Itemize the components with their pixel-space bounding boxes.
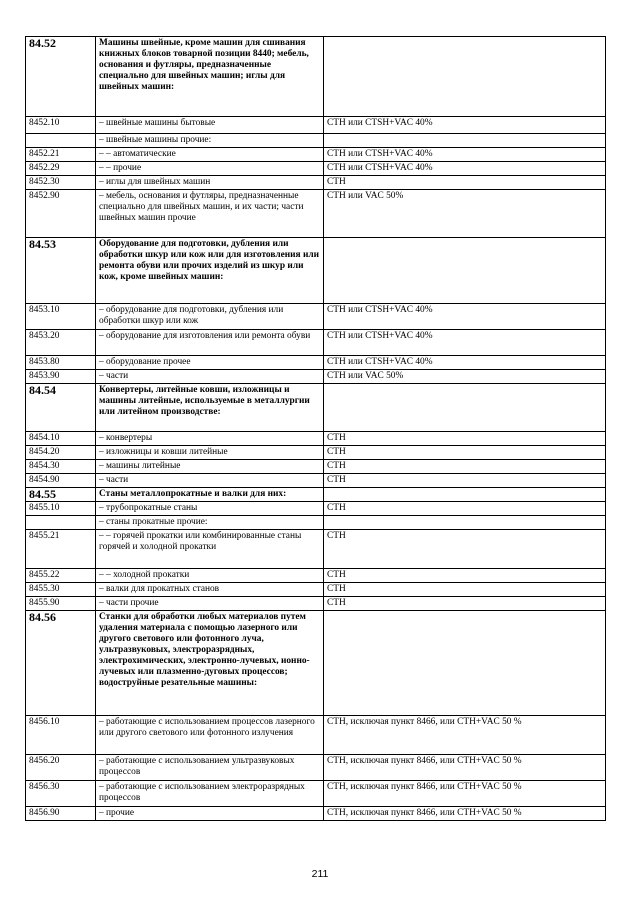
table-row <box>26 807 606 821</box>
description-cell: – станы прокатные прочие: <box>96 516 324 530</box>
code-cell: 8453.90 <box>26 370 96 384</box>
origin-rule-cell: СТН или CTSH+VAC 40% <box>324 117 606 134</box>
code-cell: 84.55 <box>26 488 96 502</box>
table-row <box>26 446 606 460</box>
origin-rule-cell: СТН <box>324 530 606 569</box>
description-cell: – иглы для швейных машин <box>96 176 324 190</box>
origin-rule-cell: СТН <box>324 502 606 516</box>
description-cell: – – холодной прокатки <box>96 569 324 583</box>
code-cell: 8454.10 <box>26 432 96 446</box>
description-cell: – – прочие <box>96 162 324 176</box>
description-cell: – трубопрокатные станы <box>96 502 324 516</box>
description-cell: – работающие с использованием процессов лазерного или другого светового или фотонного излучения <box>96 716 324 755</box>
origin-rule-cell: СТН, исключая пункт 8466, или СТН+VAC 50 % <box>324 716 606 755</box>
code-cell: 8455.21 <box>26 530 96 569</box>
description-cell: – швейные машины прочие: <box>96 134 324 148</box>
code-cell: 8452.10 <box>26 117 96 134</box>
code-cell: 8455.90 <box>26 597 96 611</box>
code-cell: 8452.90 <box>26 190 96 238</box>
table-row <box>26 176 606 190</box>
code-cell: 84.52 <box>26 37 96 117</box>
description-cell: Машины швейные, кроме машин для сшивания книжных блоков товарной позиции 8440; мебель, основания и футляры, предназначенные специально для швейных машин; иглы для швейных машин: <box>96 37 324 117</box>
table-row <box>26 356 606 370</box>
description-cell: Станы металлопрокатные и валки для них: <box>96 488 324 502</box>
rules-of-origin-table <box>25 36 606 821</box>
page-number: 211 <box>311 868 329 880</box>
origin-rule-cell: СТН или CTSH+VAC 40% <box>324 330 606 356</box>
origin-rule-cell: СТН, исключая пункт 8466, или СТН+VAC 50 % <box>324 807 606 821</box>
heading-row <box>26 238 606 304</box>
description-cell: Оборудование для подготовки, дубления или обработки шкур или кож или для изготовления или ремонта обуви или прочих изделий из шкур или кож, кроме швейных машин: <box>96 238 324 304</box>
table-row <box>26 474 606 488</box>
description-cell: – части прочие <box>96 597 324 611</box>
table-row <box>26 530 606 569</box>
heading-row <box>26 384 606 432</box>
origin-rule-cell: СТН <box>324 569 606 583</box>
description-cell: Конвертеры, литейные ковши, изложницы и машины литейные, используемые в металлургии или литейном производстве: <box>96 384 324 432</box>
origin-rule-cell: СТН <box>324 583 606 597</box>
description-cell: – конвертеры <box>96 432 324 446</box>
origin-rule-cell: СТН <box>324 597 606 611</box>
code-cell <box>26 516 96 530</box>
code-cell <box>26 134 96 148</box>
table-row <box>26 190 606 238</box>
table-row <box>26 569 606 583</box>
description-cell: – прочие <box>96 807 324 821</box>
code-cell: 8452.21 <box>26 148 96 162</box>
code-cell: 8455.30 <box>26 583 96 597</box>
table-row <box>26 460 606 474</box>
code-cell: 8453.20 <box>26 330 96 356</box>
description-cell: – части <box>96 474 324 488</box>
origin-rule-cell: СТН или VAC 50% <box>324 190 606 238</box>
code-cell: 8455.10 <box>26 502 96 516</box>
description-cell: – – автоматические <box>96 148 324 162</box>
description-cell: – оборудование для изготовления или ремонта обуви <box>96 330 324 356</box>
table-row <box>26 755 606 781</box>
code-cell: 8456.30 <box>26 781 96 807</box>
origin-rule-cell: СТН или CTSH+VAC 40% <box>324 356 606 370</box>
description-cell: – работающие с использованием ультразвуковых процессов <box>96 755 324 781</box>
code-cell: 8454.20 <box>26 446 96 460</box>
code-cell: 8453.10 <box>26 304 96 330</box>
origin-rule-cell <box>324 134 606 148</box>
description-cell: – валки для прокатных станов <box>96 583 324 597</box>
origin-rule-cell <box>324 37 606 117</box>
table-body <box>26 37 606 821</box>
table-row <box>26 597 606 611</box>
origin-rule-cell <box>324 384 606 432</box>
code-cell: 8452.30 <box>26 176 96 190</box>
table-row <box>26 370 606 384</box>
table-row <box>26 516 606 530</box>
origin-rule-cell: СТН, исключая пункт 8466, или СТН+VAC 50 % <box>324 755 606 781</box>
origin-rule-cell <box>324 516 606 530</box>
code-cell: 8456.20 <box>26 755 96 781</box>
table-row <box>26 781 606 807</box>
code-cell: 8453.80 <box>26 356 96 370</box>
heading-row <box>26 488 606 502</box>
code-cell: 8455.22 <box>26 569 96 583</box>
description-cell: – изложницы и ковши литейные <box>96 446 324 460</box>
code-cell: 84.54 <box>26 384 96 432</box>
description-cell: – части <box>96 370 324 384</box>
origin-rule-cell: СТН, исключая пункт 8466, или СТН+VAC 50 % <box>324 781 606 807</box>
table-row <box>26 148 606 162</box>
heading-row <box>26 37 606 117</box>
description-cell: – машины литейные <box>96 460 324 474</box>
code-cell: 8454.90 <box>26 474 96 488</box>
table-row <box>26 432 606 446</box>
origin-rule-cell: СТН <box>324 432 606 446</box>
description-cell: – работающие с использованием электроразрядных процессов <box>96 781 324 807</box>
description-cell: Станки для обработки любых материалов путем удаления материала с помощью лазерного или другого светового или фотонного луча, ультразвуковых, электроразрядных, электрохимических, электронно-лучевых, ионно-лучевых или плазменно-дуговых процессов; водоструйные резательные машины: <box>96 611 324 716</box>
table-row <box>26 583 606 597</box>
origin-rule-cell: СТН или CTSH+VAC 40% <box>324 148 606 162</box>
table-row <box>26 162 606 176</box>
heading-row <box>26 611 606 716</box>
origin-rule-cell <box>324 238 606 304</box>
table-row <box>26 304 606 330</box>
table-row <box>26 117 606 134</box>
origin-rule-cell: СТН <box>324 474 606 488</box>
code-cell: 8452.29 <box>26 162 96 176</box>
table-row <box>26 716 606 755</box>
origin-rule-cell: СТН <box>324 460 606 474</box>
origin-rule-cell: СТН или CTSH+VAC 40% <box>324 304 606 330</box>
origin-rule-cell: СТН <box>324 446 606 460</box>
description-cell: – оборудование для подготовки, дубления или обработки шкур или кож <box>96 304 324 330</box>
origin-rule-cell: СТН <box>324 176 606 190</box>
description-cell: – швейные машины бытовые <box>96 117 324 134</box>
table-row <box>26 330 606 356</box>
origin-rule-cell: СТН или VAC 50% <box>324 370 606 384</box>
code-cell: 8456.10 <box>26 716 96 755</box>
code-cell: 84.53 <box>26 238 96 304</box>
origin-rule-cell <box>324 611 606 716</box>
origin-rule-cell: СТН или CTSH+VAC 40% <box>324 162 606 176</box>
table-row <box>26 502 606 516</box>
description-cell: – оборудование прочее <box>96 356 324 370</box>
table-row <box>26 134 606 148</box>
origin-rule-cell <box>324 488 606 502</box>
description-cell: – – горячей прокатки или комбинированные станы горячей и холодной прокатки <box>96 530 324 569</box>
code-cell: 84.56 <box>26 611 96 716</box>
code-cell: 8456.90 <box>26 807 96 821</box>
code-cell: 8454.30 <box>26 460 96 474</box>
description-cell: – мебель, основания и футляры, предназначенные специально для швейных машин, и их части; части швейных машин прочие <box>96 190 324 238</box>
